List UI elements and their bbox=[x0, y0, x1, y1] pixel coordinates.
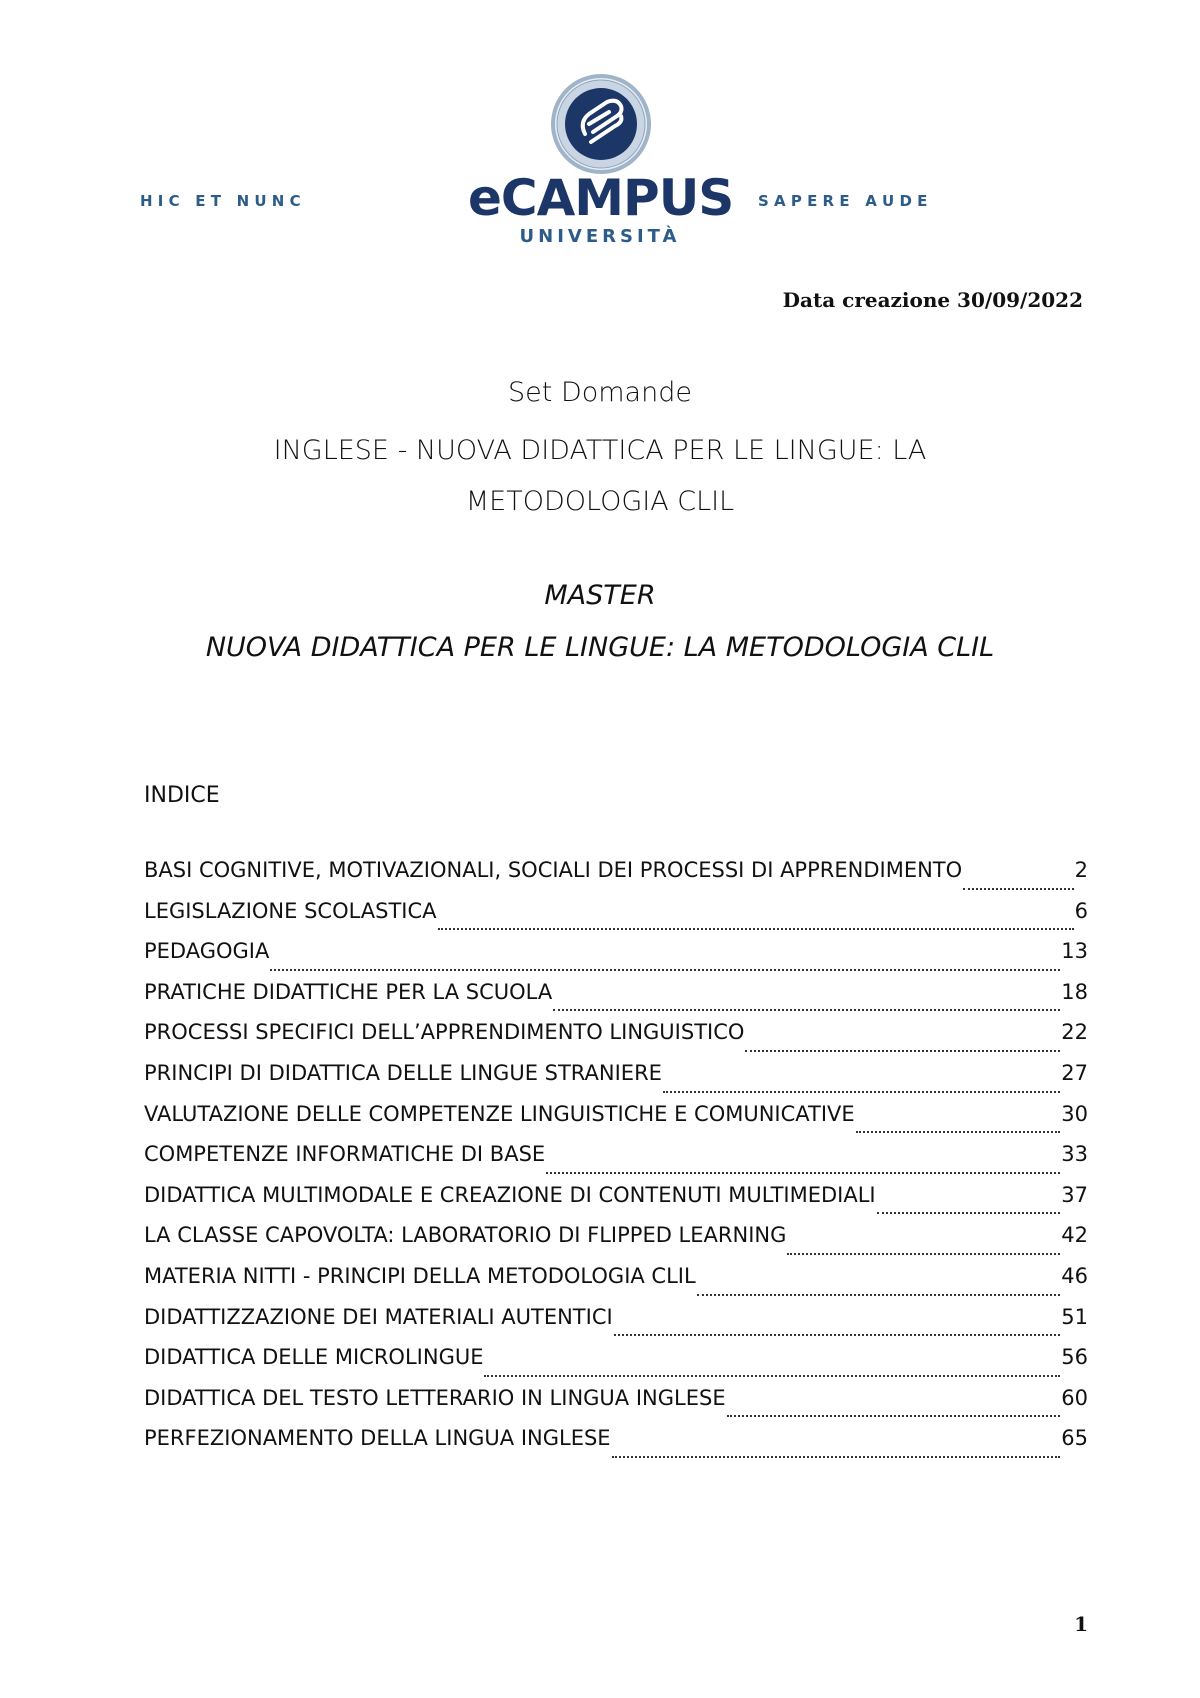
toc-entry[interactable] bbox=[144, 1142, 1088, 1183]
toc-entry-title: PROCESSI SPECIFICI DELL’APPRENDIMENTO LINGUISTICO bbox=[144, 1020, 745, 1045]
toc-entry-page: 22 bbox=[1061, 1020, 1088, 1045]
toc-entry-page: 65 bbox=[1061, 1426, 1088, 1451]
toc-dot-leader bbox=[856, 1130, 1061, 1133]
toc-dot-leader bbox=[484, 1374, 1060, 1377]
motto-left: H I C E T N U N C bbox=[140, 192, 301, 210]
toc-entry-page: 42 bbox=[1061, 1223, 1088, 1248]
toc-entry-title: DIDATTIZZAZIONE DEI MATERIALI AUTENTICI bbox=[144, 1304, 613, 1329]
toc-entry-page: 27 bbox=[1061, 1060, 1088, 1085]
table-of-contents bbox=[144, 858, 1088, 1467]
toc-dot-leader bbox=[546, 1171, 1060, 1174]
toc-entry[interactable] bbox=[144, 1386, 1088, 1427]
master-heading: MASTER bbox=[544, 580, 656, 611]
index-heading: INDICE bbox=[144, 783, 220, 808]
toc-entry-title: DIDATTICA DEL TESTO LETTERARIO IN LINGUA INGLESE bbox=[144, 1385, 726, 1410]
toc-dot-leader bbox=[877, 1211, 1061, 1214]
toc-entry[interactable] bbox=[144, 1061, 1088, 1102]
toc-entry-page: 60 bbox=[1061, 1385, 1088, 1410]
toc-entry-page: 13 bbox=[1061, 939, 1088, 964]
toc-entry-page: 2 bbox=[1074, 858, 1088, 882]
toc-entry-title: DIDATTICA DELLE MICROLINGUE bbox=[144, 1345, 484, 1370]
toc-dot-leader bbox=[612, 1455, 1061, 1458]
toc-entry-title: MATERIA NITTI - PRINCIPI DELLA METODOLOGIA CLIL bbox=[144, 1263, 696, 1288]
toc-entry-page: 30 bbox=[1061, 1101, 1088, 1126]
toc-dot-leader bbox=[663, 1090, 1060, 1093]
toc-entry[interactable] bbox=[144, 939, 1088, 980]
toc-entry-title: LEGISLAZIONE SCOLASTICA bbox=[144, 898, 437, 923]
toc-entry[interactable] bbox=[144, 1305, 1088, 1346]
main-title bbox=[130, 425, 1070, 527]
toc-entry-title: VALUTAZIONE DELLE COMPETENZE LINGUISTICHE E COMUNICATIVE bbox=[144, 1101, 855, 1126]
creation-date: Data creazione 30/09/2022 bbox=[782, 288, 1083, 312]
toc-dot-leader bbox=[438, 927, 1074, 930]
toc-entry-title: BASI COGNITIVE, MOTIVAZIONALI, SOCIALI DEI PROCESSI DI APPRENDIMENTO bbox=[144, 858, 963, 882]
toc-entry[interactable] bbox=[144, 1426, 1088, 1467]
toc-entry-page: 56 bbox=[1061, 1345, 1088, 1370]
toc-entry-page: 46 bbox=[1061, 1263, 1088, 1288]
page-number: 1 bbox=[1074, 1612, 1088, 1636]
logo-wordmark: eCAMPUS bbox=[468, 169, 734, 227]
set-domande-heading: Set Domande bbox=[508, 377, 692, 408]
toc-entry[interactable] bbox=[144, 899, 1088, 940]
toc-dot-leader bbox=[727, 1414, 1061, 1417]
toc-entry[interactable] bbox=[144, 1264, 1088, 1305]
toc-entry-page: 37 bbox=[1061, 1182, 1088, 1207]
toc-entry-page: 18 bbox=[1061, 979, 1088, 1004]
toc-dot-leader bbox=[745, 1049, 1060, 1052]
toc-entry-title: DIDATTICA MULTIMODALE E CREAZIONE DI CONTENUTI MULTIMEDIALI bbox=[144, 1182, 876, 1207]
toc-entry-title: COMPETENZE INFORMATICHE DI BASE bbox=[144, 1142, 546, 1167]
toc-dot-leader bbox=[963, 887, 1073, 890]
toc-dot-leader bbox=[553, 1008, 1060, 1011]
toc-entry[interactable] bbox=[144, 1020, 1088, 1061]
toc-entry[interactable] bbox=[144, 1102, 1088, 1143]
toc-entry-title: PRINCIPI DI DIDATTICA DELLE LINGUE STRANIERE bbox=[144, 1060, 662, 1085]
toc-dot-leader bbox=[614, 1333, 1061, 1336]
toc-entry[interactable] bbox=[144, 980, 1088, 1021]
toc-entry-title: LA CLASSE CAPOVOLTA: LABORATORIO DI FLIPPED LEARNING bbox=[144, 1223, 787, 1248]
main-title-line-1: INGLESE - NUOVA DIDATTICA PER LE LINGUE: LA bbox=[273, 435, 927, 466]
logo-subtext: UNIVERSITÀ bbox=[519, 226, 681, 247]
toc-entry-page: 6 bbox=[1074, 898, 1088, 923]
toc-entry-title: PRATICHE DIDATTICHE PER LA SCUOLA bbox=[144, 979, 553, 1004]
ecampus-emblem-icon bbox=[549, 72, 653, 176]
toc-entry[interactable] bbox=[144, 1183, 1088, 1224]
toc-entry-title: PEDAGOGIA bbox=[144, 939, 270, 964]
master-subtitle: NUOVA DIDATTICA PER LE LINGUE: LA METODOLOGIA CLIL bbox=[205, 632, 995, 663]
document-header bbox=[0, 0, 1200, 270]
toc-entry[interactable] bbox=[144, 858, 1088, 899]
toc-entry[interactable] bbox=[144, 1223, 1088, 1264]
toc-entry-title: PERFEZIONAMENTO DELLA LINGUA INGLESE bbox=[144, 1426, 611, 1451]
toc-dot-leader bbox=[787, 1252, 1060, 1255]
toc-entry-page: 33 bbox=[1061, 1142, 1088, 1167]
toc-dot-leader bbox=[697, 1293, 1061, 1296]
toc-dot-leader bbox=[270, 968, 1060, 971]
motto-right: S A P E R E A U D E bbox=[758, 192, 928, 210]
toc-entry-page: 51 bbox=[1061, 1304, 1088, 1329]
toc-entry[interactable] bbox=[144, 1345, 1088, 1386]
main-title-line-2: METODOLOGIA CLIL bbox=[465, 486, 735, 517]
